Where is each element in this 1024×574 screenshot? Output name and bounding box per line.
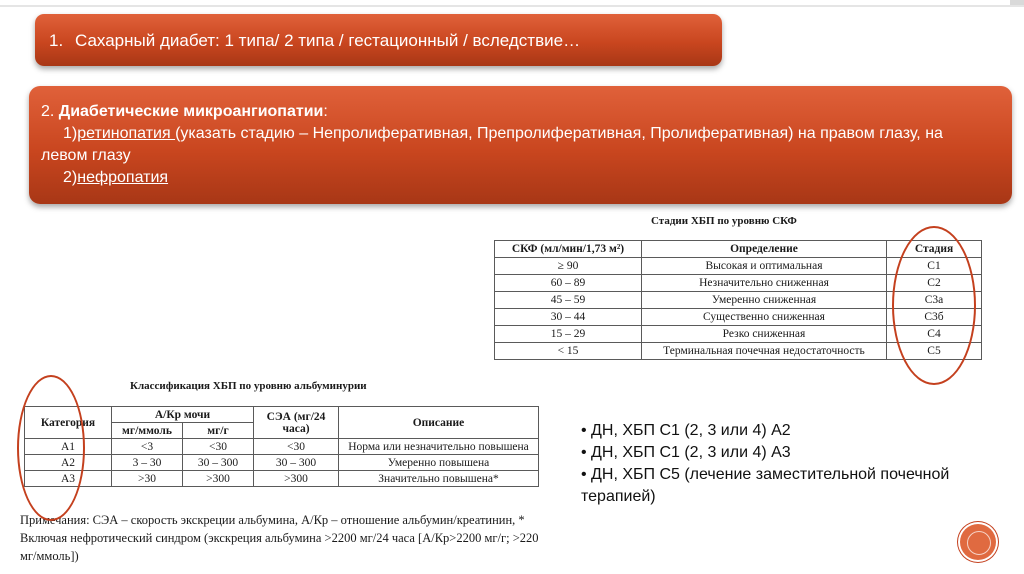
- col-definition: Определение: [642, 241, 887, 258]
- cell: <3: [112, 439, 183, 455]
- cell: С3б: [887, 309, 982, 326]
- ckd-table-title: Стадии ХБП по уровню СКФ: [651, 215, 797, 227]
- albuminuria-note: Примечания: СЭА – скорость экскреции альбумина, А/Кр – отношение альбумин/креатинин, * Включая нефротический синдром (экскреция альбумина >2200 мг/24 часа [А/Кр>2200 мг/г; >220 мг/ммоль]): [20, 513, 539, 563]
- col-sea: СЭА (мг/24 часа): [254, 407, 339, 439]
- cell: <30: [254, 439, 339, 455]
- col-category: Категория: [25, 407, 112, 439]
- table-row: [25, 455, 539, 471]
- item1-number: 1): [63, 125, 78, 142]
- diagnosis-bullets: [581, 420, 1011, 508]
- cell: 45 – 59: [495, 292, 642, 309]
- top-divider: [0, 5, 1024, 7]
- list-item: • ДН, ХБП С1 (2, 3 или 4) А2: [581, 422, 791, 439]
- col-gfr: СКФ (мл/мин/1,73 м²): [495, 241, 642, 258]
- stage-highlight-oval: [892, 226, 976, 385]
- cell: Незначительно сниженная: [642, 275, 887, 292]
- banner2-heading: [41, 101, 991, 123]
- cell: С5: [887, 343, 982, 360]
- item2-number: 2): [63, 169, 78, 186]
- cell: 30 – 44: [495, 309, 642, 326]
- cell: >30: [112, 471, 183, 487]
- list-item: • ДН, ХБП С5 (лечение заместительной почечной терапией): [581, 466, 950, 505]
- cell: >300: [254, 471, 339, 487]
- cell: Норма или незначительно повышена: [339, 439, 539, 455]
- cell: 30 – 300: [254, 455, 339, 471]
- cell: 3 – 30: [112, 455, 183, 471]
- cell: ≥ 90: [495, 258, 642, 275]
- cell: 60 – 89: [495, 275, 642, 292]
- cell: Умеренно сниженная: [642, 292, 887, 309]
- col-description: Описание: [339, 407, 539, 439]
- category-highlight-oval: [17, 375, 85, 521]
- cell: Умеренно повышена: [339, 455, 539, 471]
- slide-nav-button[interactable]: [960, 524, 996, 560]
- microangiopathy-banner: [29, 86, 1012, 204]
- banner2-title: Диабетические микроангиопатии: [58, 103, 324, 120]
- table-header-row: [25, 407, 539, 423]
- cell: Существенно сниженная: [642, 309, 887, 326]
- banner2-number: 2.: [41, 103, 59, 120]
- table-row: [25, 439, 539, 455]
- col-akr: А/Кр мочи: [112, 407, 254, 423]
- corner-mark: [1010, 0, 1024, 5]
- cell: >300: [183, 471, 254, 487]
- cell: А2: [25, 455, 112, 471]
- banner1-text: Сахарный диабет: 1 типа/ 2 типа / гестационный / вследствие…: [75, 31, 581, 50]
- albuminuria-table-title: Классификация ХБП по уровню альбуминурии: [130, 380, 367, 392]
- cell: С2: [887, 275, 982, 292]
- col-mgg: мг/г: [183, 423, 254, 439]
- cell: 30 – 300: [183, 455, 254, 471]
- banner2-colon: :: [323, 103, 328, 120]
- cell: Терминальная почечная недостаточность: [642, 343, 887, 360]
- retinopathy-text: (указать стадию – Непролиферативная, Препролиферативная, Пролиферативная) на правом глазу, на левом глазу: [41, 125, 943, 164]
- albuminuria-table: [24, 406, 539, 487]
- table-row: [25, 471, 539, 487]
- col-mgmmol: мг/ммоль: [112, 423, 183, 439]
- cell: А1: [25, 439, 112, 455]
- diabetes-type-banner: [35, 14, 722, 66]
- col-stage: Стадия: [887, 241, 982, 258]
- cell: < 15: [495, 343, 642, 360]
- cell: 15 – 29: [495, 326, 642, 343]
- banner2-item-nephropathy: [41, 167, 991, 189]
- list-item: • ДН, ХБП С1 (2, 3 или 4) А3: [581, 444, 791, 461]
- banner2-item-retinopathy: [41, 123, 991, 167]
- cell: Высокая и оптимальная: [642, 258, 887, 275]
- cell: <30: [183, 439, 254, 455]
- cell: С3а: [887, 292, 982, 309]
- cell: С4: [887, 326, 982, 343]
- cell: Значительно повышена*: [339, 471, 539, 487]
- nephropathy-link[interactable]: нефропатия: [77, 169, 169, 186]
- cell: А3: [25, 471, 112, 487]
- retinopathy-link[interactable]: ретинопатия: [77, 125, 176, 142]
- cell: С1: [887, 258, 982, 275]
- banner1-number: 1.: [49, 31, 64, 50]
- cell: Резко сниженная: [642, 326, 887, 343]
